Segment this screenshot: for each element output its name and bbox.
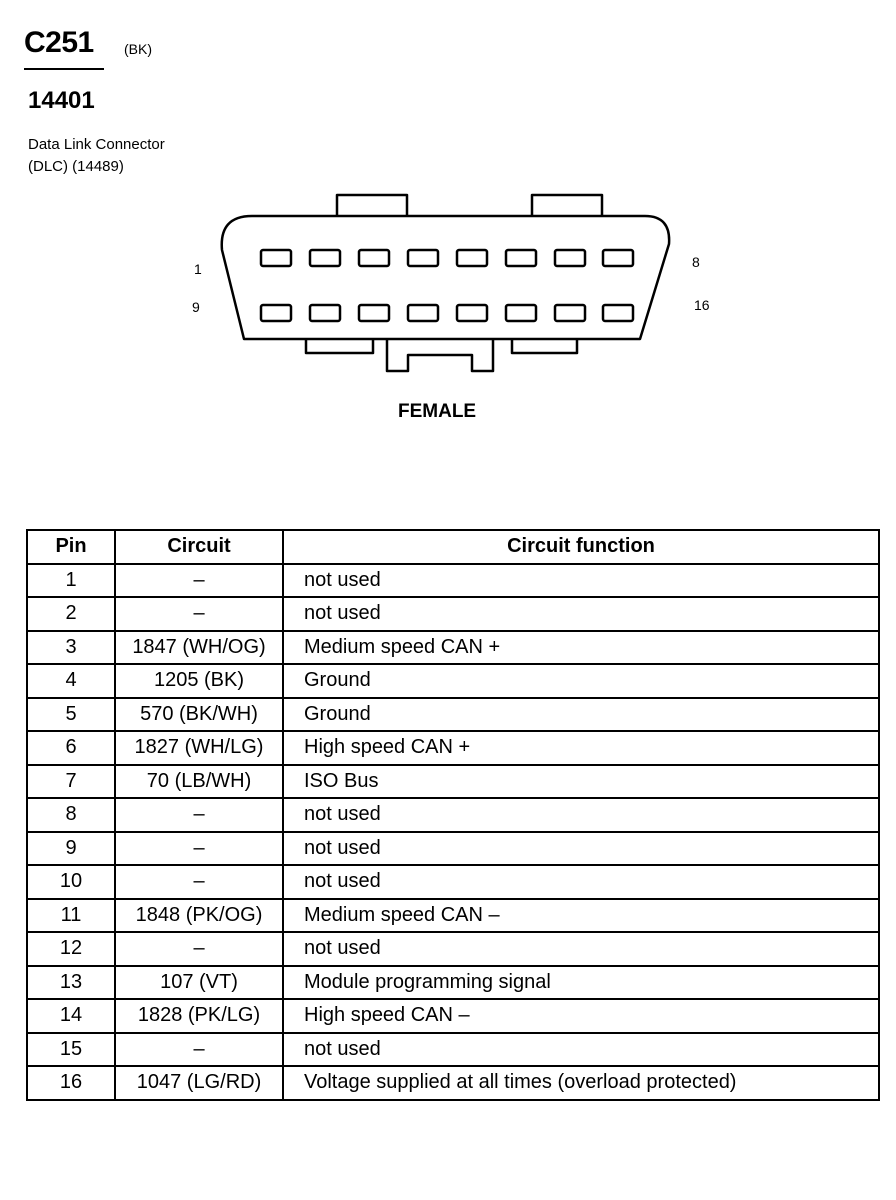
pin-table [26, 529, 880, 1101]
circuit-cell: 1848 (PK/OG) [115, 899, 283, 933]
table-row [27, 765, 879, 799]
table-row [27, 564, 879, 598]
function-cell: Medium speed CAN – [283, 899, 879, 933]
connector-top-key-right [532, 195, 602, 216]
table-row [27, 966, 879, 1000]
connector-id-underline [24, 68, 104, 70]
connector-description-line2: (DLC) (14489) [28, 158, 124, 175]
function-cell: Ground [283, 698, 879, 732]
function-cell: High speed CAN – [283, 999, 879, 1033]
part-number: 14401 [28, 87, 95, 114]
pin-slot-10 [310, 305, 340, 321]
header-circuit-function: Circuit function [283, 530, 879, 564]
function-cell: ISO Bus [283, 765, 879, 799]
pin-slot-4 [408, 250, 438, 266]
pin-slot-8 [603, 250, 633, 266]
table-row [27, 664, 879, 698]
circuit-cell: – [115, 865, 283, 899]
circuit-cell: 1847 (WH/OG) [115, 631, 283, 665]
pin-slot-16 [603, 305, 633, 321]
function-cell: Ground [283, 664, 879, 698]
connector-top-key-left [337, 195, 407, 216]
circuit-cell: – [115, 798, 283, 832]
pin-slot-9 [261, 305, 291, 321]
pin-slots [261, 250, 633, 321]
function-cell: not used [283, 798, 879, 832]
connector-bottom-notch-center [387, 339, 493, 371]
pin-cell: 11 [27, 899, 115, 933]
pin-cell: 4 [27, 664, 115, 698]
circuit-cell: 107 (VT) [115, 966, 283, 1000]
pin-cell: 1 [27, 564, 115, 598]
function-cell: Module programming signal [283, 966, 879, 1000]
pin-slot-13 [457, 305, 487, 321]
circuit-cell: – [115, 832, 283, 866]
function-cell: not used [283, 597, 879, 631]
header-circuit: Circuit [115, 530, 283, 564]
pin-slot-1 [261, 250, 291, 266]
pin-cell: 10 [27, 865, 115, 899]
table-row [27, 832, 879, 866]
function-cell: not used [283, 932, 879, 966]
function-cell: not used [283, 564, 879, 598]
pin-slot-14 [506, 305, 536, 321]
table-row [27, 1066, 879, 1100]
table-row [27, 798, 879, 832]
circuit-cell: 1205 (BK) [115, 664, 283, 698]
circuit-cell: 70 (LB/WH) [115, 765, 283, 799]
table-row [27, 631, 879, 665]
table-row [27, 932, 879, 966]
pin-slot-12 [408, 305, 438, 321]
pin-cell: 3 [27, 631, 115, 665]
pin-cell: 13 [27, 966, 115, 1000]
pin-label-1: 1 [194, 261, 202, 277]
pin-label-16: 16 [694, 297, 710, 313]
pin-slot-15 [555, 305, 585, 321]
table-row [27, 597, 879, 631]
table-row [27, 899, 879, 933]
pin-cell: 9 [27, 832, 115, 866]
dlc-connector-diagram [180, 185, 720, 385]
circuit-cell: – [115, 932, 283, 966]
pin-cell: 8 [27, 798, 115, 832]
circuit-cell: – [115, 597, 283, 631]
connector-color: (BK) [124, 41, 152, 57]
pin-slot-6 [506, 250, 536, 266]
connector-bottom-tab-right [512, 339, 577, 353]
pin-label-8: 8 [692, 254, 700, 270]
connector-id: C251 [24, 26, 94, 59]
circuit-cell: 1827 (WH/LG) [115, 731, 283, 765]
table-row [27, 1033, 879, 1067]
pin-slot-11 [359, 305, 389, 321]
pin-label-9: 9 [192, 299, 200, 315]
table-row [27, 698, 879, 732]
pin-cell: 14 [27, 999, 115, 1033]
connector-bottom-tab-left [306, 339, 373, 353]
circuit-cell: 1828 (PK/LG) [115, 999, 283, 1033]
pin-slot-2 [310, 250, 340, 266]
pin-slot-3 [359, 250, 389, 266]
function-cell: High speed CAN + [283, 731, 879, 765]
pin-slot-5 [457, 250, 487, 266]
table-header-row [27, 530, 879, 564]
pin-cell: 7 [27, 765, 115, 799]
table-row [27, 999, 879, 1033]
female-view-label: FEMALE [398, 401, 477, 422]
pin-slot-7 [555, 250, 585, 266]
header-pin: Pin [27, 530, 115, 564]
circuit-cell: 570 (BK/WH) [115, 698, 283, 732]
circuit-cell: – [115, 564, 283, 598]
pin-cell: 16 [27, 1066, 115, 1100]
function-cell: not used [283, 1033, 879, 1067]
pin-cell: 15 [27, 1033, 115, 1067]
pin-cell: 12 [27, 932, 115, 966]
function-cell: not used [283, 865, 879, 899]
pin-cell: 2 [27, 597, 115, 631]
pin-cell: 5 [27, 698, 115, 732]
function-cell: Voltage supplied at all times (overload protected) [283, 1066, 879, 1100]
function-cell: not used [283, 832, 879, 866]
circuit-cell: 1047 (LG/RD) [115, 1066, 283, 1100]
table-row [27, 865, 879, 899]
circuit-cell: – [115, 1033, 283, 1067]
table-row [27, 731, 879, 765]
pin-cell: 6 [27, 731, 115, 765]
function-cell: Medium speed CAN + [283, 631, 879, 665]
connector-description-line1: Data Link Connector [28, 136, 165, 153]
